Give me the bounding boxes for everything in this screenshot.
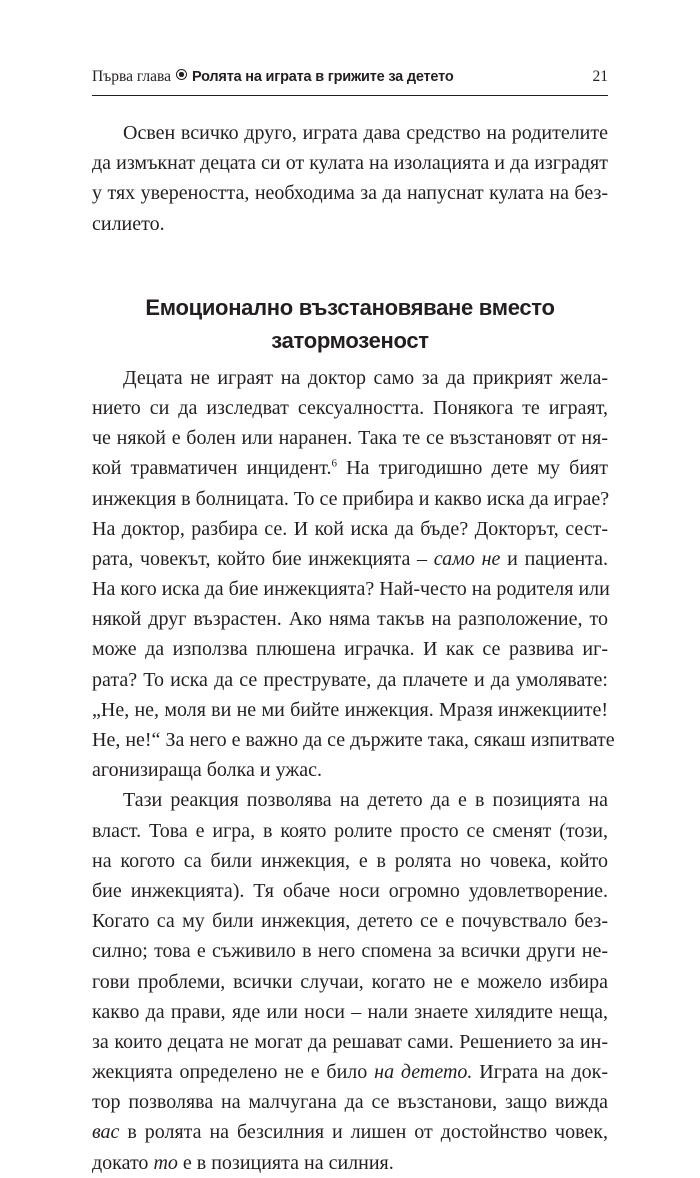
footnote-marker: 6	[331, 457, 337, 470]
section-heading	[92, 291, 608, 357]
text-line: На доктор, разбира се. И кой иска да бъде? Докторът, сест-	[92, 517, 608, 540]
text-line	[92, 1117, 608, 1147]
text-line: Тази реакция позволява на детето да е в позицията на	[123, 789, 608, 812]
text-line: у тях увереността, необходима за да напуснат кулата на без-	[92, 182, 608, 205]
text-line: за които децата не могат да решават сами. Решението за ин-	[92, 1030, 608, 1053]
page-number: 21	[592, 68, 608, 85]
text-run: рата, човекът, който бие инжекцията –	[92, 547, 434, 570]
text-line: какво да прави, яде или носи – нали знаете хилядите неща,	[92, 1000, 608, 1023]
emphasis-text: само не	[433, 547, 501, 570]
text-line: нието си да изследват сексуалността. Понякога те играят,	[92, 396, 608, 419]
text-line: гови проблеми, всички случаи, когато не е можело избира	[92, 970, 608, 993]
text-line: тор позволява на малчугана да се възстанови, защо вижда	[92, 1091, 608, 1114]
text-line: силието.	[92, 212, 165, 235]
text-run: кой травматичен инцидент.	[92, 457, 332, 480]
chapter-label: Първа глава	[92, 68, 172, 85]
text-line: Не, не!“ За него е важно да се държите така, сякаш изпитвате	[92, 729, 615, 751]
circle-bullet-icon	[176, 69, 187, 80]
text-line: бие инжекцията). Тя обаче носи огромно удовлетворение.	[92, 879, 608, 902]
text-run: Играта на док-	[472, 1061, 608, 1084]
text-line: агонизираща болка и ужас.	[92, 759, 322, 782]
text-line	[92, 544, 608, 574]
page-content	[92, 118, 615, 1178]
section-heading-line: затормозеност	[271, 327, 429, 353]
text-line: инжекция в болницата. То се прибира и какво иска да играе?	[92, 487, 610, 510]
paragraph-1	[92, 118, 608, 239]
emphasis-text: вас	[92, 1121, 120, 1144]
text-line: може да използва плюшена играчка. И как се развива иг-	[92, 638, 608, 661]
text-run: докато	[92, 1151, 154, 1174]
text-run: в ролята на безсилния и лишен от достойнство човек,	[119, 1121, 608, 1144]
text-line: силно; това е съживило в него спомена за всички други не-	[92, 940, 608, 963]
text-line: да измъкнат децата си от кулата на изолацията и да изградят	[92, 152, 608, 175]
text-line: рата? То иска да се преструвате, да плачете и да умолявате:	[92, 668, 608, 691]
text-run: На тригодишно дете му бият	[336, 457, 608, 480]
text-line: някой друг възрастен. Ако няма такъв на разположение, то	[92, 608, 608, 631]
emphasis-text: то	[153, 1151, 178, 1174]
text-line: На кого иска да бие инжекцията? Най-често на родителя или	[92, 578, 610, 601]
emphasis-text: на детето.	[374, 1061, 473, 1084]
text-line: власт. Това е игра, в която ролите просто се сменят (този,	[92, 819, 608, 842]
text-line	[92, 453, 608, 483]
text-line	[92, 1057, 608, 1087]
section-heading-line: Емоционално възстановяване вместо	[145, 294, 555, 320]
text-line: „Не, не, моля ви не ми бийте инжекция. Мразя инжекциите!	[92, 698, 608, 721]
running-header-left	[92, 68, 453, 86]
chapter-title: Ролята на играта в грижите за детето	[192, 69, 454, 85]
text-line: че някой е болен или наранен. Така те се възстановят от ня-	[92, 427, 608, 450]
paragraph-3	[92, 785, 608, 1177]
text-run: жекцията определено не е било	[92, 1061, 375, 1084]
text-run: е в позицията на силния.	[177, 1151, 394, 1174]
text-line: Децата не играят на доктор само за да прикрият жела-	[123, 366, 608, 389]
text-line: на когото са били инжекция, е в ролята но човека, който	[92, 849, 608, 872]
text-run: и пациента.	[500, 547, 609, 570]
text-line: Когато са му били инжекция, детето се е почувствало без-	[92, 910, 608, 933]
text-line: Освен всичко друго, играта дава средство на родителите	[123, 122, 608, 144]
paragraph-2	[92, 363, 615, 786]
running-header	[92, 68, 608, 96]
text-line	[92, 1148, 608, 1178]
